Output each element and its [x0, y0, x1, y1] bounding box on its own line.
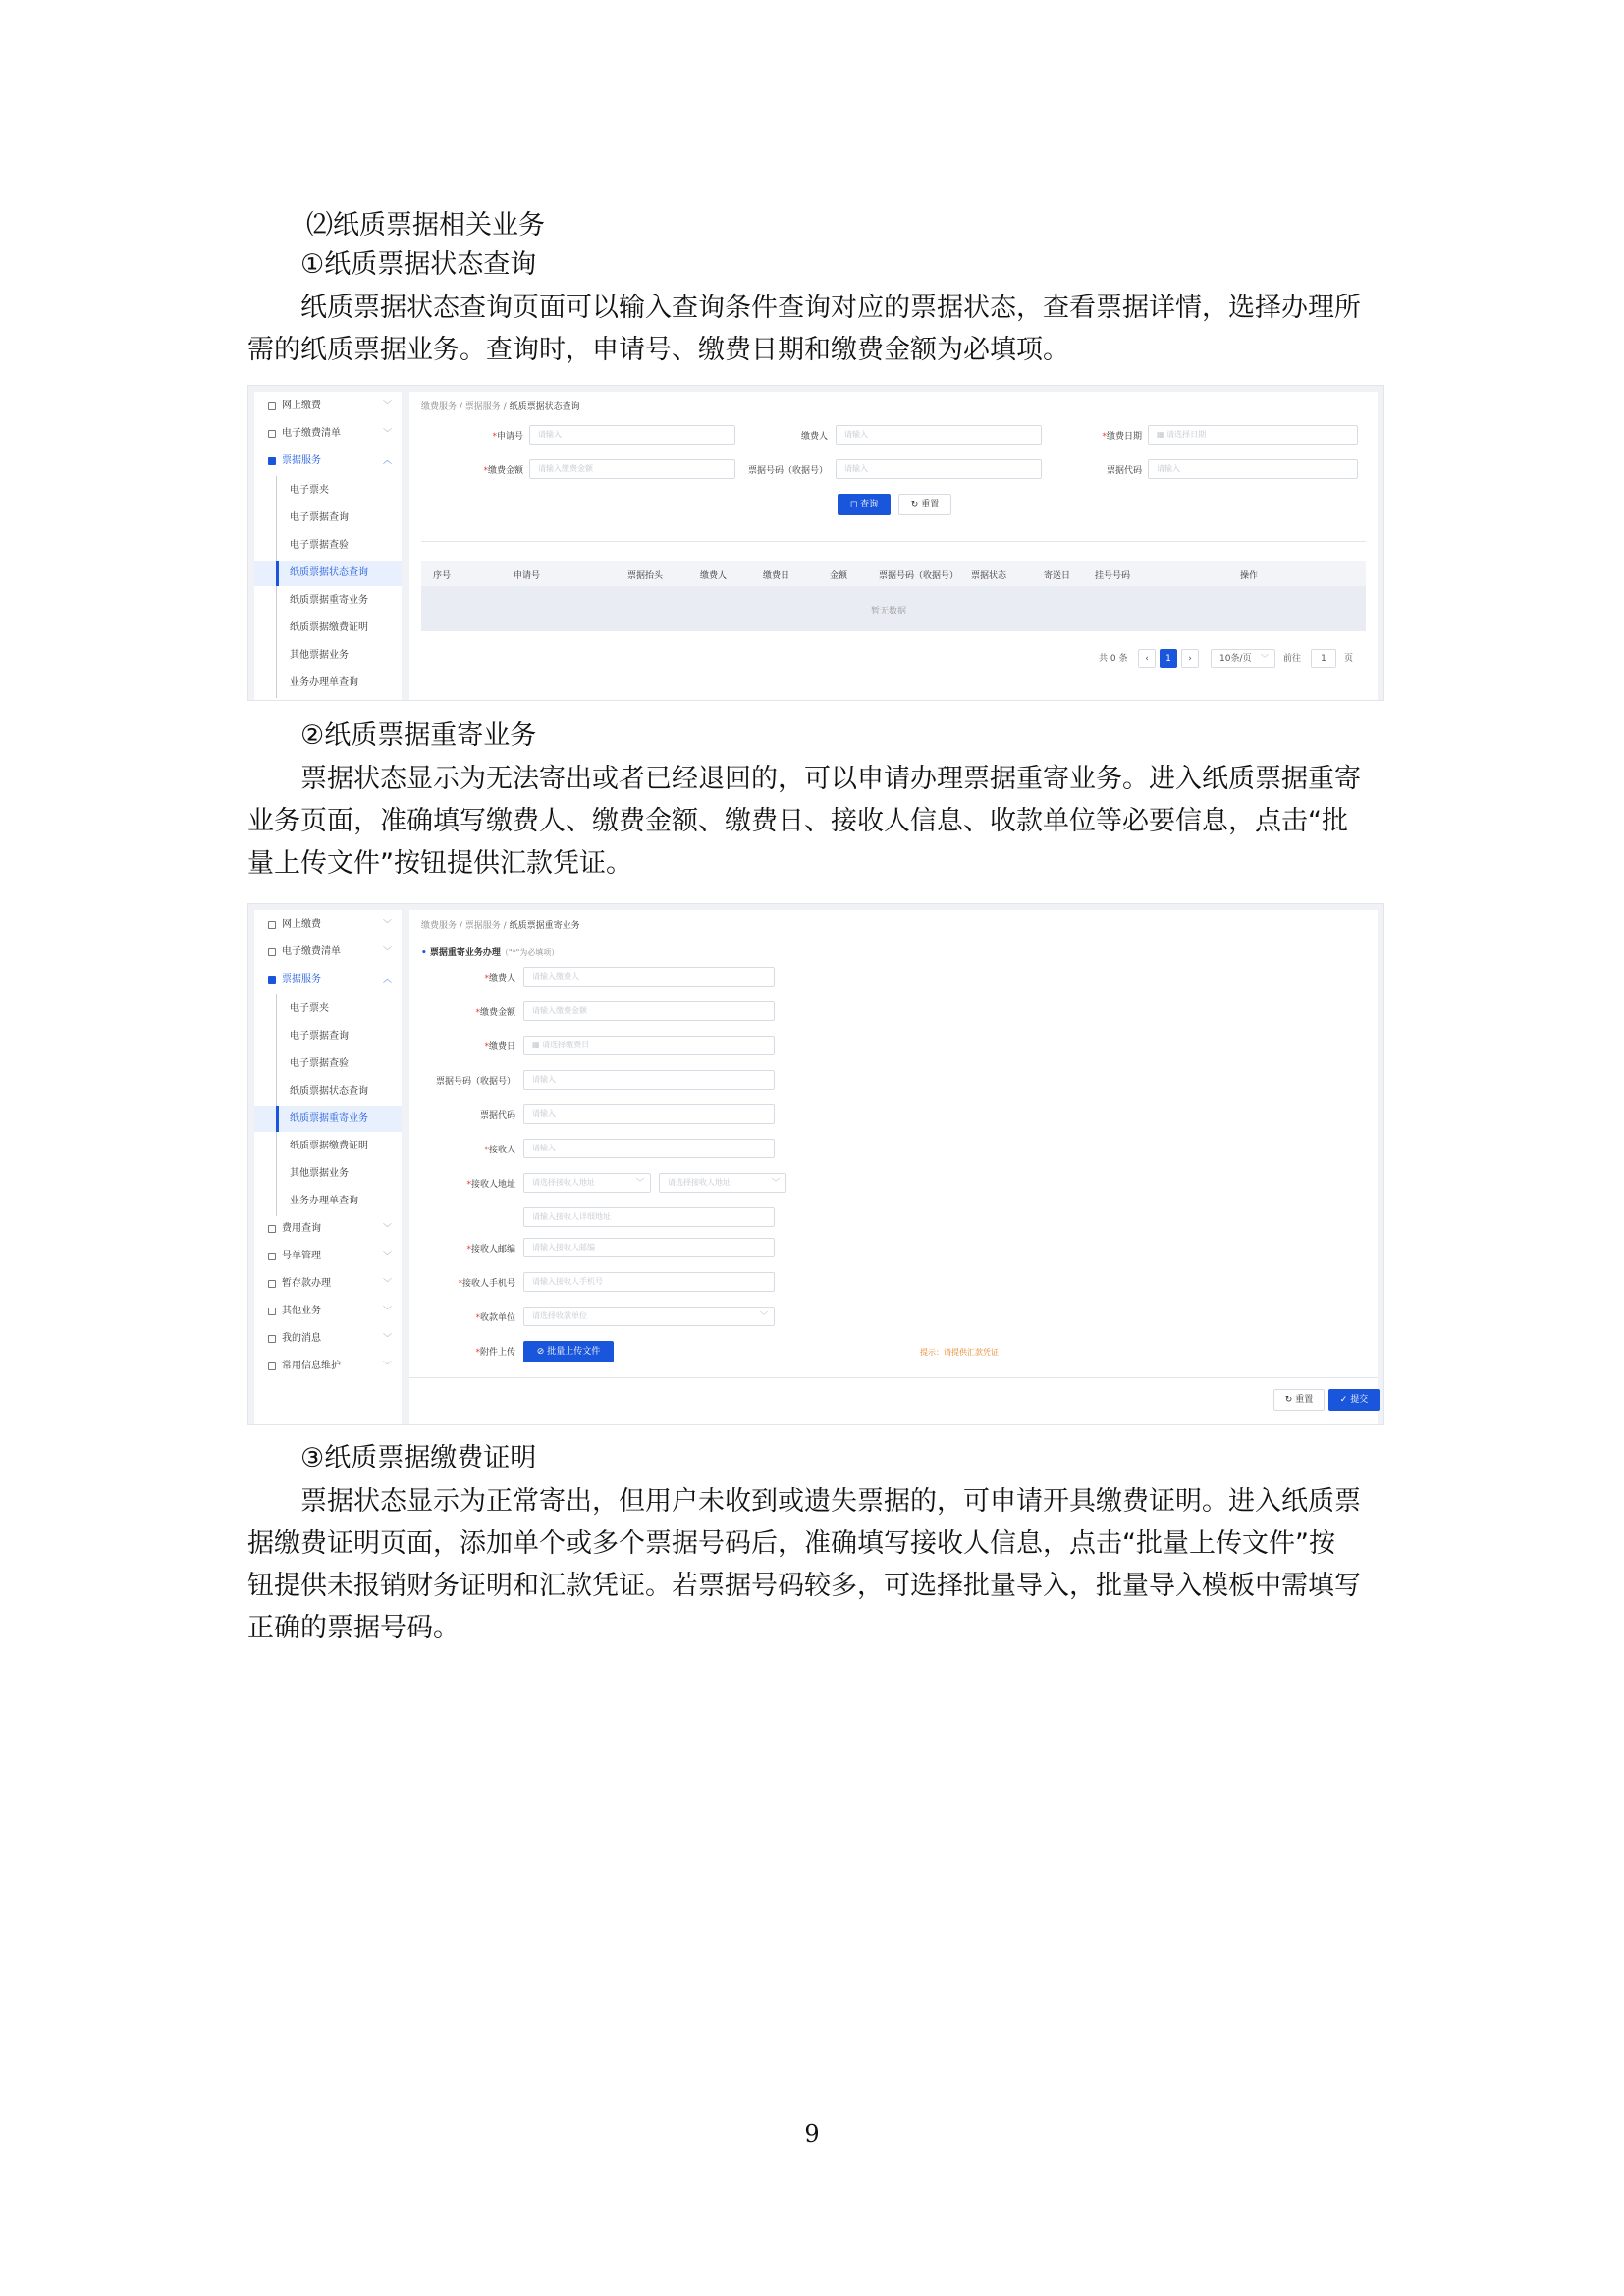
label-address: *接收人地址 [466, 1180, 515, 1190]
info-icon [268, 1362, 276, 1370]
sidebar-item-order-manage[interactable]: 号单管理 ﹀ [254, 1244, 402, 1269]
s3-line3: 钮提供未报销财务证明和汇款凭证。若票据号码较多，可选择批量导入，批量导入模板中需填写 [247, 1571, 1361, 1601]
upload-hint: 提示：请提供汇款凭证 [920, 1348, 999, 1357]
bill-no-input[interactable]: 请输入 [836, 459, 1042, 479]
chevron-down-icon: ﹀ [760, 1311, 768, 1320]
sidebar [254, 392, 402, 701]
chevron-down-icon: ﹀ [382, 1334, 392, 1344]
label-apply-no: *申请号 [492, 432, 523, 442]
s2-paragraph [247, 758, 1384, 884]
breadcrumb: 缴费服务 / 票据服务 / 纸质票据状态查询 [421, 402, 580, 412]
chevron-down-icon: ﹀ [382, 429, 392, 439]
s3-line2: 据缴费证明页面，添加单个或多个票据号码后，准确填写接收人信息，点击“批量上传文件”按 [247, 1528, 1335, 1559]
check-icon: ✓ [1339, 1395, 1351, 1405]
query-button[interactable]: ◻ 查询 [838, 494, 891, 515]
label-bill-code: 票据代码 [1106, 466, 1142, 476]
main-panel [409, 392, 1378, 701]
sidebar-item-online-pay[interactable]: 网上缴费 ﹀ [254, 394, 402, 419]
active-marker [276, 561, 279, 586]
label-payer: *缴费人 [484, 974, 515, 984]
screenshot-paper-bill-resend [247, 903, 1384, 1425]
refresh-icon: ↻ [1284, 1395, 1296, 1405]
chevron-up-icon: ︿ [382, 456, 392, 466]
sidebar-sub-e-query[interactable]: 电子票据查询 [290, 1031, 349, 1041]
chevron-down-icon: ﹀ [772, 1178, 780, 1187]
chevron-down-icon: ﹀ [382, 1362, 392, 1371]
sidebar-item-bill-service[interactable]: 票据服务 ︿ [254, 449, 402, 474]
sidebar-sub-paper-proof[interactable]: 纸质票据缴费证明 [290, 1141, 368, 1151]
address-select-1[interactable]: 请选择接收人地址 ﹀ [523, 1173, 651, 1193]
sidebar-sub-paper-proof[interactable]: 纸质票据缴费证明 [290, 622, 368, 633]
screenshot-paper-bill-status-query [247, 385, 1384, 701]
label-pay-date: *缴费日期 [1102, 432, 1142, 442]
refresh-icon: ↻ [910, 500, 922, 509]
label-amount: *缴费金额 [483, 466, 523, 476]
breadcrumb-current: 纸质票据状态查询 [509, 402, 580, 412]
section-title: ⑵纸质票据相关业务 [306, 210, 545, 240]
online-pay-icon [268, 921, 276, 929]
s1-title: ①纸质票据状态查询 [300, 249, 537, 280]
reset-button[interactable]: ↻ 重置 [1273, 1389, 1325, 1411]
col-header: 序号 [433, 571, 452, 581]
breadcrumb: 缴费服务 / 票据服务 / 纸质票据重寄业务 [421, 921, 580, 931]
s1-paragraph [247, 287, 1384, 371]
sidebar-sub-other-bill[interactable]: 其他票据业务 [290, 1168, 349, 1179]
unit-select[interactable]: 请选择收款单位 ﹀ [523, 1307, 775, 1326]
sidebar-item-fee-query[interactable]: 费用查询 ﹀ [254, 1216, 402, 1242]
sidebar-item-e-pay-list[interactable]: 电子缴费清单 ﹀ [254, 421, 402, 447]
s3-line1: 票据状态显示为正常寄出，但用户未收到或遗失票据的，可申请开具缴费证明。进入纸质票 [300, 1486, 1361, 1517]
label-amount: *缴费金额 [475, 1008, 515, 1018]
bill-code-input[interactable]: 请输入 [523, 1104, 775, 1124]
label-bill-no: 票据号码（收据号） [435, 1077, 515, 1087]
page-number: 9 [804, 2120, 820, 2148]
label-email: *接收人邮编 [466, 1245, 515, 1255]
breadcrumb-current: 纸质票据重寄业务 [509, 921, 580, 931]
search-icon: ◻ [849, 500, 861, 509]
calendar-icon: ▦ [532, 1041, 543, 1049]
goto-input[interactable]: 1 [1311, 649, 1336, 668]
phone-input[interactable]: 请输入接收人手机号 [523, 1272, 775, 1292]
breadcrumb-item[interactable]: 缴费服务 [421, 921, 458, 931]
next-page-button[interactable] [1181, 649, 1199, 668]
batch-upload-button[interactable]: ⊘ 批量上传文件 [523, 1341, 614, 1362]
receiver-input[interactable]: 请输入 [523, 1139, 775, 1158]
bill-service-icon [268, 457, 276, 465]
divider [421, 541, 1366, 542]
fee-query-icon [268, 1225, 276, 1233]
other-icon [268, 1308, 276, 1315]
amount-input[interactable]: 请输入缴费金额 [529, 459, 735, 479]
s2-line1: 票据状态显示为无法寄出或者已经退回的，可以申请办理票据重寄业务。进入纸质票据重寄 [300, 764, 1361, 794]
sidebar-item-bill-service[interactable]: 票据服务 ︿ [254, 967, 402, 992]
chevron-down-icon: ﹀ [382, 401, 392, 411]
s1-line2: 需的纸质票据业务。查询时，申请号、缴费日期和缴费金额为必填项。 [247, 335, 1069, 365]
bill-code-input[interactable]: 请输入 [1148, 459, 1358, 479]
sidebar-sub-e-verify[interactable]: 电子票据查验 [290, 540, 349, 551]
active-marker [276, 1106, 279, 1132]
sidebar-sub-paper-status[interactable]: 纸质票据状态查询 [290, 1086, 368, 1096]
breadcrumb-item[interactable]: 票据服务 [464, 402, 501, 412]
submit-button[interactable]: ✓ 提交 [1328, 1389, 1380, 1411]
chevron-down-icon: ﹀ [382, 1279, 392, 1289]
col-header: 操作 [1240, 571, 1259, 581]
label-receiver: *接收人 [484, 1146, 515, 1155]
s2-title: ②纸质票据重寄业务 [300, 721, 537, 751]
sidebar-item-deposit[interactable]: 暂存款办理 ﹀ [254, 1271, 402, 1297]
sidebar-sub-paper-status[interactable]: 纸质票据状态查询 [254, 561, 402, 586]
page-unit: 页 [1344, 654, 1354, 664]
chevron-right-icon: › [1188, 654, 1192, 664]
main-panel [409, 910, 1378, 1425]
label-bill-no: 票据号码（收据号） [747, 466, 828, 476]
pay-day-input[interactable]: ▦ 请选择缴费日 [523, 1036, 775, 1055]
paperclip-icon: ⊘ [536, 1347, 548, 1357]
sidebar-item-messages[interactable]: 我的消息 ﹀ [254, 1326, 402, 1352]
s3-paragraph [247, 1480, 1384, 1649]
sidebar-sub-e-query[interactable]: 电子票据查询 [290, 512, 349, 523]
breadcrumb-item[interactable]: 票据服务 [464, 921, 501, 931]
chevron-down-icon: ﹀ [382, 1224, 392, 1234]
sidebar-item-e-pay-list[interactable]: 电子缴费清单 ﹀ [254, 939, 402, 965]
col-header: 票据状态 [971, 571, 1007, 581]
online-pay-icon [268, 402, 276, 410]
label-phone: *接收人手机号 [458, 1279, 515, 1289]
label-payer: 缴费人 [800, 432, 828, 442]
label-bill-code: 票据代码 [479, 1111, 515, 1121]
divider [409, 1377, 1378, 1378]
chevron-down-icon: ﹀ [382, 1252, 392, 1261]
prev-page-button[interactable] [1138, 649, 1156, 668]
col-header: 挂号号码 [1095, 571, 1131, 581]
col-header: 票据号码（收据号） [879, 571, 959, 581]
deposit-icon [268, 1280, 276, 1288]
sidebar-item-info[interactable]: 常用信息维护 ﹀ [254, 1354, 402, 1379]
col-header: 寄送日 [1044, 571, 1071, 581]
amount-input[interactable]: 请输入缴费金额 [523, 1001, 775, 1021]
address-detail-input[interactable]: 请输入接收人详细地址 [523, 1207, 775, 1227]
page-1-button[interactable]: 1 [1160, 649, 1177, 668]
label-unit: *收款单位 [475, 1313, 515, 1323]
col-header: 票据抬头 [627, 571, 664, 581]
order-icon [268, 1253, 276, 1260]
payer-input[interactable]: 请输入 [836, 425, 1042, 445]
sidebar-sub-e-folder[interactable]: 电子票夹 [290, 1003, 329, 1014]
form-title: • 票据重寄业务办理（"*"为必填项） [421, 948, 560, 958]
s3-line4: 正确的票据号码。 [247, 1613, 460, 1643]
bill-no-input[interactable]: 请输入 [523, 1070, 775, 1090]
chevron-down-icon: ﹀ [382, 1307, 392, 1316]
chevron-down-icon: ﹀ [382, 947, 392, 957]
s1-line1: 纸质票据状态查询页面可以输入查询条件查询对应的票据状态，查看票据详情，选择办理所 [300, 293, 1361, 323]
col-header: 缴费日 [763, 571, 790, 581]
s2-line3: 量上传文件”按钮提供汇款凭证。 [247, 848, 632, 879]
page-size-select[interactable]: 10条/页 ﹀ [1211, 649, 1275, 668]
sidebar-item-other[interactable]: 其他业务 ﹀ [254, 1299, 402, 1324]
chevron-left-icon: ‹ [1145, 654, 1149, 664]
s3-title: ③纸质票据缴费证明 [300, 1443, 537, 1473]
sidebar-sub-order-query[interactable]: 业务办理单查询 [290, 677, 358, 688]
sidebar-sub-other-bill[interactable]: 其他票据业务 [290, 650, 349, 661]
pay-date-input[interactable]: ▦ 请选择日期 [1148, 425, 1358, 445]
email-input[interactable]: 请输入接收人邮编 [523, 1238, 775, 1257]
label-upload: *附件上传 [475, 1348, 515, 1358]
sidebar-sub-paper-resend[interactable]: 纸质票据重寄业务 [254, 1106, 402, 1132]
chevron-down-icon: ﹀ [382, 920, 392, 930]
apply-no-input[interactable]: 请输入 [529, 425, 735, 445]
list-icon [268, 430, 276, 438]
chevron-down-icon: ﹀ [1261, 654, 1269, 663]
sidebar-sub-order-query[interactable]: 业务办理单查询 [290, 1196, 358, 1206]
chevron-down-icon: ﹀ [636, 1178, 644, 1187]
reset-button[interactable]: ↻ 重置 [898, 494, 951, 515]
goto-label: 前往 [1283, 654, 1302, 664]
bill-service-icon [268, 976, 276, 984]
sidebar-sub-paper-resend[interactable]: 纸质票据重寄业务 [290, 595, 368, 606]
sidebar-item-online-pay[interactable]: 网上缴费 ﹀ [254, 912, 402, 937]
calendar-icon: ▦ [1157, 430, 1167, 439]
col-header: 申请号 [514, 571, 541, 581]
breadcrumb-item[interactable]: 缴费服务 [421, 402, 458, 412]
col-header: 金额 [830, 571, 848, 581]
address-select-2[interactable]: 请选择接收人地址 ﹀ [659, 1173, 786, 1193]
sidebar-sub-e-folder[interactable]: 电子票夹 [290, 485, 329, 496]
payer-input[interactable]: 请输入缴费人 [523, 967, 775, 987]
empty-text: 暂无数据 [871, 607, 907, 616]
pager-total: 共 0 条 [1099, 654, 1128, 664]
label-pay-day: *缴费日 [484, 1042, 515, 1052]
sidebar-sub-e-verify[interactable]: 电子票据查验 [290, 1058, 349, 1069]
chevron-up-icon: ︿ [382, 975, 392, 985]
list-icon [268, 948, 276, 956]
sidebar [254, 910, 402, 1425]
message-icon [268, 1335, 276, 1343]
s2-line2: 业务页面，准确填写缴费人、缴费金额、缴费日、接收人信息、收款单位等必要信息，点击“批 [247, 806, 1348, 836]
col-header: 缴费人 [700, 571, 728, 581]
